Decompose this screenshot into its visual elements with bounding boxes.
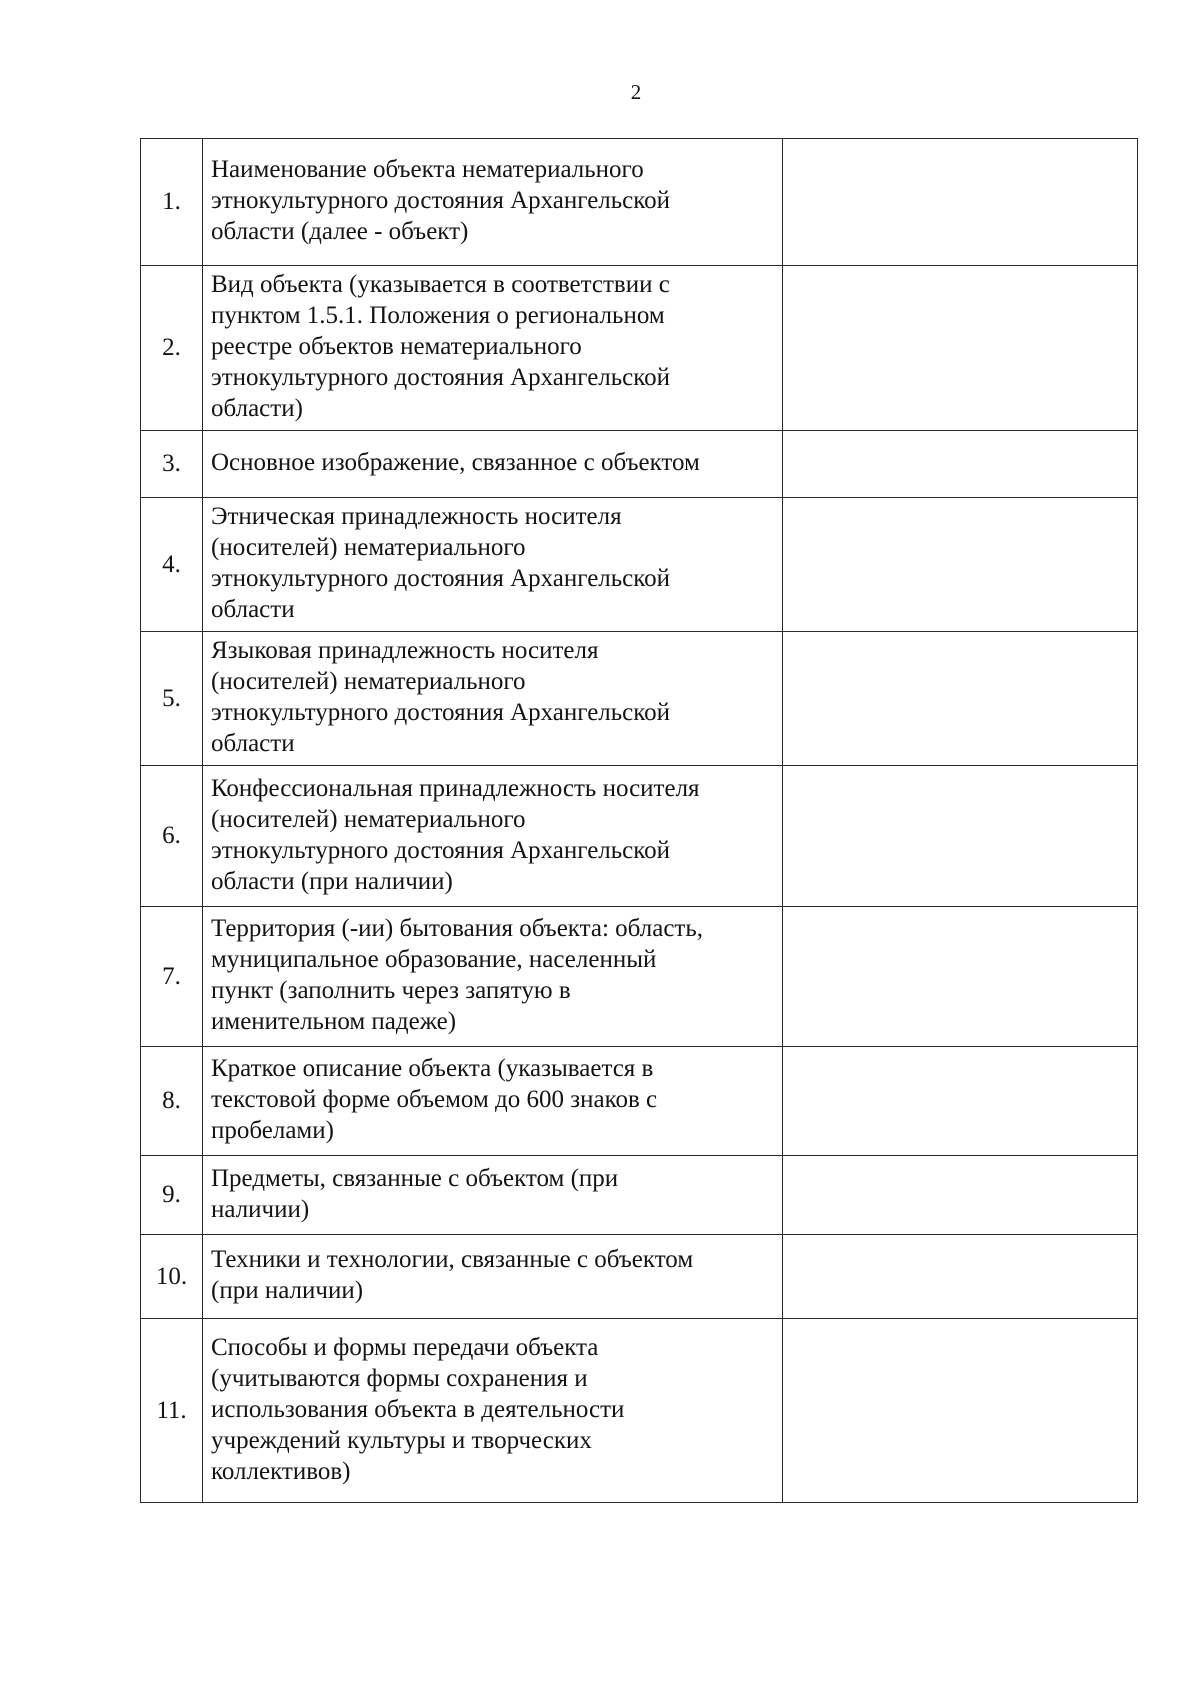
field-label <box>203 907 783 1047</box>
field-label <box>203 1156 783 1235</box>
table-row <box>141 431 1138 498</box>
field-label <box>203 1047 783 1156</box>
field-label-text: Конфессиональная принадлежность носителя (носителей) нематериального этнокультурного достояния Архангельской области (при наличии) <box>211 774 700 895</box>
table-row <box>141 139 1138 266</box>
table-row <box>141 266 1138 431</box>
table-row <box>141 766 1138 907</box>
field-value-cell[interactable] <box>783 1047 1138 1156</box>
field-label <box>203 498 783 632</box>
table-row <box>141 498 1138 632</box>
field-value-cell[interactable] <box>783 266 1138 431</box>
field-label-text: Предметы, связанные с объектом (при наличии) <box>211 1164 619 1223</box>
registry-form-table <box>140 138 1138 1503</box>
field-label <box>203 139 783 266</box>
row-number: 8. <box>141 1047 203 1156</box>
field-label-text: Техники и технологии, связанные с объектом (при наличии) <box>211 1246 694 1304</box>
row-number: 3. <box>141 431 203 498</box>
field-value-cell[interactable] <box>783 498 1138 632</box>
row-number: 11. <box>141 1319 203 1503</box>
field-value-cell[interactable] <box>783 907 1138 1047</box>
row-number: 7. <box>141 907 203 1047</box>
row-number: 9. <box>141 1156 203 1235</box>
page-number: 2 <box>630 80 642 104</box>
table-row <box>141 632 1138 766</box>
row-number: 4. <box>141 498 203 632</box>
field-label <box>203 766 783 907</box>
field-label-text: Основное изображение, связанное с объектом <box>211 449 700 476</box>
row-number: 5. <box>141 632 203 766</box>
field-label-text: Краткое описание объекта (указывается в текстовой форме объемом до 600 знаков с пробелами) <box>211 1055 658 1144</box>
field-value-cell[interactable] <box>783 431 1138 498</box>
row-number: 2. <box>141 266 203 431</box>
field-label <box>203 1319 783 1503</box>
field-label-text: Территория (-ии) бытования объекта: область, муниципальное образование, населенный пункт (заполнить через запятую в именительном падеже) <box>211 915 703 1035</box>
table-row <box>141 1235 1138 1319</box>
field-label-text: Вид объекта (указывается в соответствии с пунктом 1.5.1. Положения о региональном реестре объектов нематериального этнокультурного достояния Архангельской области) <box>211 271 671 422</box>
field-value-cell[interactable] <box>783 1156 1138 1235</box>
table-row <box>141 1319 1138 1503</box>
table-row <box>141 907 1138 1047</box>
table-row <box>141 1156 1138 1235</box>
field-value-cell[interactable] <box>783 139 1138 266</box>
row-number: 6. <box>141 766 203 907</box>
row-number: 10. <box>141 1235 203 1319</box>
field-label-text: Способы и формы передачи объекта (учитываются формы сохранения и использования объекта в деятельности учреждений культуры и творческих коллективов) <box>211 1333 625 1485</box>
field-label-text: Этническая принадлежность носителя (носителей) нематериального этнокультурного достояния Архангельской области <box>211 503 671 623</box>
field-label <box>203 266 783 431</box>
field-value-cell[interactable] <box>783 1235 1138 1319</box>
field-value-cell[interactable] <box>783 632 1138 766</box>
field-value-cell[interactable] <box>783 1319 1138 1503</box>
field-label <box>203 431 783 498</box>
field-value-cell[interactable] <box>783 766 1138 907</box>
field-label <box>203 632 783 766</box>
field-label-text: Языковая принадлежность носителя (носителей) нематериального этнокультурного достояния Архангельской области <box>211 637 671 757</box>
row-number: 1. <box>141 139 203 266</box>
table-row <box>141 1047 1138 1156</box>
field-label <box>203 1235 783 1319</box>
field-label-text: Наименование объекта нематериального этнокультурного достояния Архангельской области (далее - объект) <box>211 156 671 245</box>
